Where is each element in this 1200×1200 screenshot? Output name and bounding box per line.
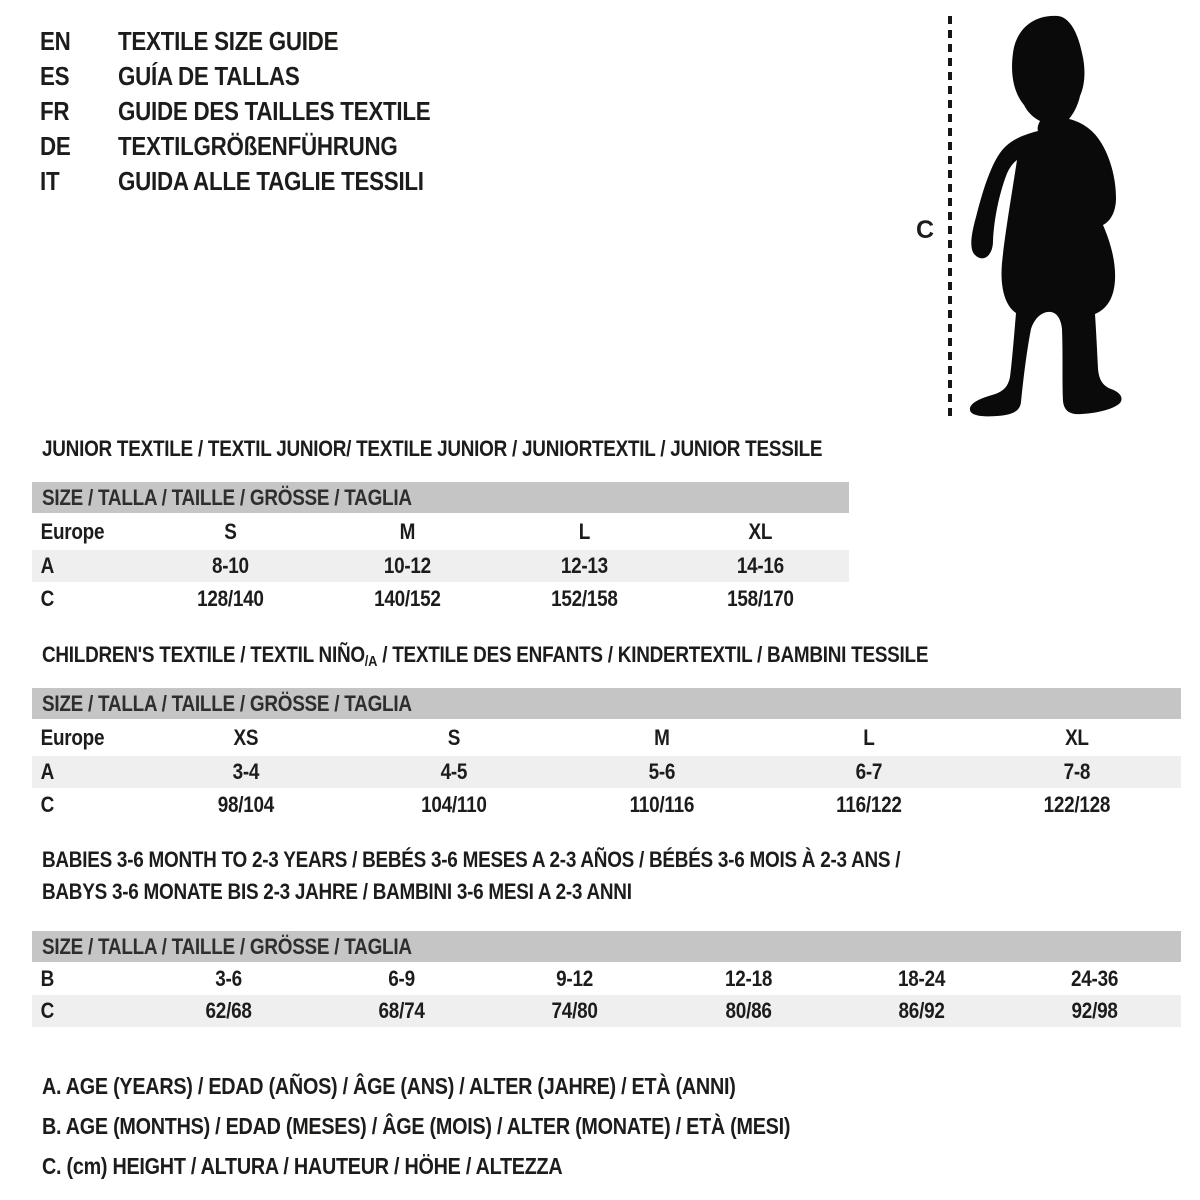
children-size-header-bar	[32, 688, 1181, 719]
table-row-age-months	[32, 962, 1181, 995]
legend-line-a	[42, 1066, 912, 1106]
language-code-en: EN	[40, 26, 71, 56]
junior-size-header-bar	[32, 482, 849, 513]
cell-value: 158/170	[727, 585, 794, 611]
page-title-fr: GUIDE DES TAILLES TEXTILE	[118, 96, 431, 126]
language-row-de	[40, 129, 481, 164]
column-header-s: S	[224, 518, 237, 544]
cell-value: 10-12	[383, 553, 431, 578]
cell-value: 68/74	[378, 998, 425, 1023]
cell-value: 110/116	[629, 791, 694, 817]
children-heading-sub: /A	[364, 653, 378, 670]
toddler-silhouette-icon	[962, 13, 1140, 417]
babies-heading-line2: BABYS 3-6 MONATE BIS 2-3 JAHRE / BAMBINI 3-6 MESI A 2-3 ANNI	[42, 879, 632, 904]
page-title-de: TEXTILGRÖßENFÜHRUNG	[118, 131, 398, 161]
column-header-m: M	[399, 518, 415, 544]
cell-value: 98/104	[217, 791, 275, 817]
legend-text-a: A. AGE (YEARS) / EDAD (AÑOS) / ÂGE (ANS) / ALTER (JAHRE) / ETÀ (ANNI)	[42, 1072, 736, 1099]
column-header-europe: Europe	[40, 724, 105, 750]
language-code-de: DE	[40, 131, 71, 161]
children-section-heading	[42, 642, 1072, 670]
column-header-l: L	[578, 518, 590, 544]
column-header-s: S	[447, 724, 460, 750]
legend-text-c: C. (cm) HEIGHT / ALTURA / HAUTEUR / HÖHE / ALTEZZA	[42, 1152, 563, 1179]
column-header-l: L	[863, 724, 875, 750]
cell-value: 8-10	[211, 553, 249, 578]
column-header-xl: XL	[748, 518, 773, 544]
legend-text-b: B. AGE (MONTHS) / EDAD (MESES) / ÂGE (MOIS) / ALTER (MONATE) / ETÀ (MESI)	[42, 1112, 791, 1139]
column-header-europe: Europe	[40, 518, 105, 544]
cell-value: 74/80	[551, 998, 598, 1023]
language-code-es: ES	[40, 61, 70, 91]
babies-size-table	[32, 931, 1181, 1027]
page-title-es: GUÍA DE TALLAS	[118, 61, 300, 91]
cell-value: 9-12	[556, 965, 594, 991]
row-label: C	[40, 791, 55, 817]
size-header-label: SIZE / TALLA / TAILLE / GRÖSSE / TAGLIA	[42, 484, 412, 510]
children-heading-before: CHILDREN'S TEXTILE / TEXTIL NIÑO	[42, 642, 365, 667]
cell-value: 18-24	[897, 965, 945, 991]
cell-value: 12-13	[560, 553, 608, 578]
table-row-height	[32, 582, 849, 615]
cell-value: 4-5	[440, 759, 467, 784]
cell-value: 152/158	[550, 585, 618, 611]
row-label: A	[40, 553, 55, 578]
language-title-list	[40, 24, 481, 199]
children-size-table	[32, 688, 1181, 821]
row-label: C	[40, 585, 55, 611]
language-code-fr: FR	[40, 96, 70, 126]
row-label: A	[40, 759, 55, 784]
column-header-xs: XS	[233, 724, 259, 750]
language-row-fr	[40, 94, 481, 129]
language-row-es	[40, 59, 481, 94]
measure-c-label: C	[916, 216, 935, 244]
babies-section-heading	[42, 844, 1040, 908]
cell-value: 6-7	[855, 759, 883, 784]
cell-value: 116/122	[836, 791, 903, 817]
cell-value: 7-8	[1063, 759, 1091, 784]
children-columns-row	[32, 719, 1181, 756]
junior-section-heading	[42, 436, 949, 462]
cell-value: 14-16	[737, 553, 785, 578]
size-header-label: SIZE / TALLA / TAILLE / GRÖSSE / TAGLIA	[42, 690, 412, 716]
cell-value: 62/68	[205, 998, 252, 1023]
cell-value: 3-6	[215, 965, 242, 991]
row-label: C	[40, 998, 55, 1023]
cell-value: 80/86	[725, 998, 772, 1023]
junior-size-table	[32, 482, 849, 615]
column-header-xl: XL	[1065, 724, 1089, 750]
table-row-height	[32, 788, 1181, 821]
measurement-legend	[42, 1066, 912, 1186]
cell-value: 92/98	[1071, 998, 1118, 1023]
cell-value: 86/92	[898, 998, 945, 1023]
table-row-age	[32, 550, 849, 582]
height-dashed-line	[948, 16, 952, 418]
junior-columns-row	[32, 513, 849, 550]
cell-value: 122/128	[1043, 791, 1111, 817]
children-section-heading-text	[42, 642, 928, 670]
babies-size-header-bar	[32, 931, 1181, 962]
cell-value: 128/140	[197, 585, 264, 611]
size-header-label: SIZE / TALLA / TAILLE / GRÖSSE / TAGLIA	[42, 933, 412, 959]
children-heading-after: / TEXTILE DES ENFANTS / KINDERTEXTIL / BAMBINI TESSILE	[377, 642, 929, 667]
row-label: B	[40, 965, 55, 991]
cell-value: 24-36	[1070, 965, 1118, 991]
page-title-en: TEXTILE SIZE GUIDE	[118, 26, 339, 56]
cell-value: 3-4	[232, 759, 260, 784]
table-row-height	[32, 995, 1181, 1027]
language-row-en	[40, 24, 481, 59]
column-header-m: M	[653, 724, 670, 750]
language-row-it	[40, 164, 481, 199]
legend-line-b	[42, 1106, 912, 1146]
cell-value: 104/110	[420, 791, 487, 817]
language-code-it: IT	[40, 166, 60, 196]
cell-value: 5-6	[648, 759, 675, 784]
babies-heading-line1: BABIES 3-6 MONTH TO 2-3 YEARS / BEBÉS 3-6 MESES A 2-3 AÑOS / BÉBÉS 3-6 MOIS À 2-3 ANS /	[42, 847, 901, 872]
legend-line-c	[42, 1146, 912, 1186]
cell-value: 6-9	[388, 965, 416, 991]
junior-section-heading-text: JUNIOR TEXTILE / TEXTIL JUNIOR/ TEXTILE JUNIOR / JUNIORTEXTIL / JUNIOR TESSILE	[42, 436, 823, 461]
page-title-it: GUIDA ALLE TAGLIE TESSILI	[118, 166, 424, 196]
cell-value: 12-18	[724, 965, 772, 991]
table-row-age	[32, 756, 1181, 788]
cell-value: 140/152	[373, 585, 441, 611]
